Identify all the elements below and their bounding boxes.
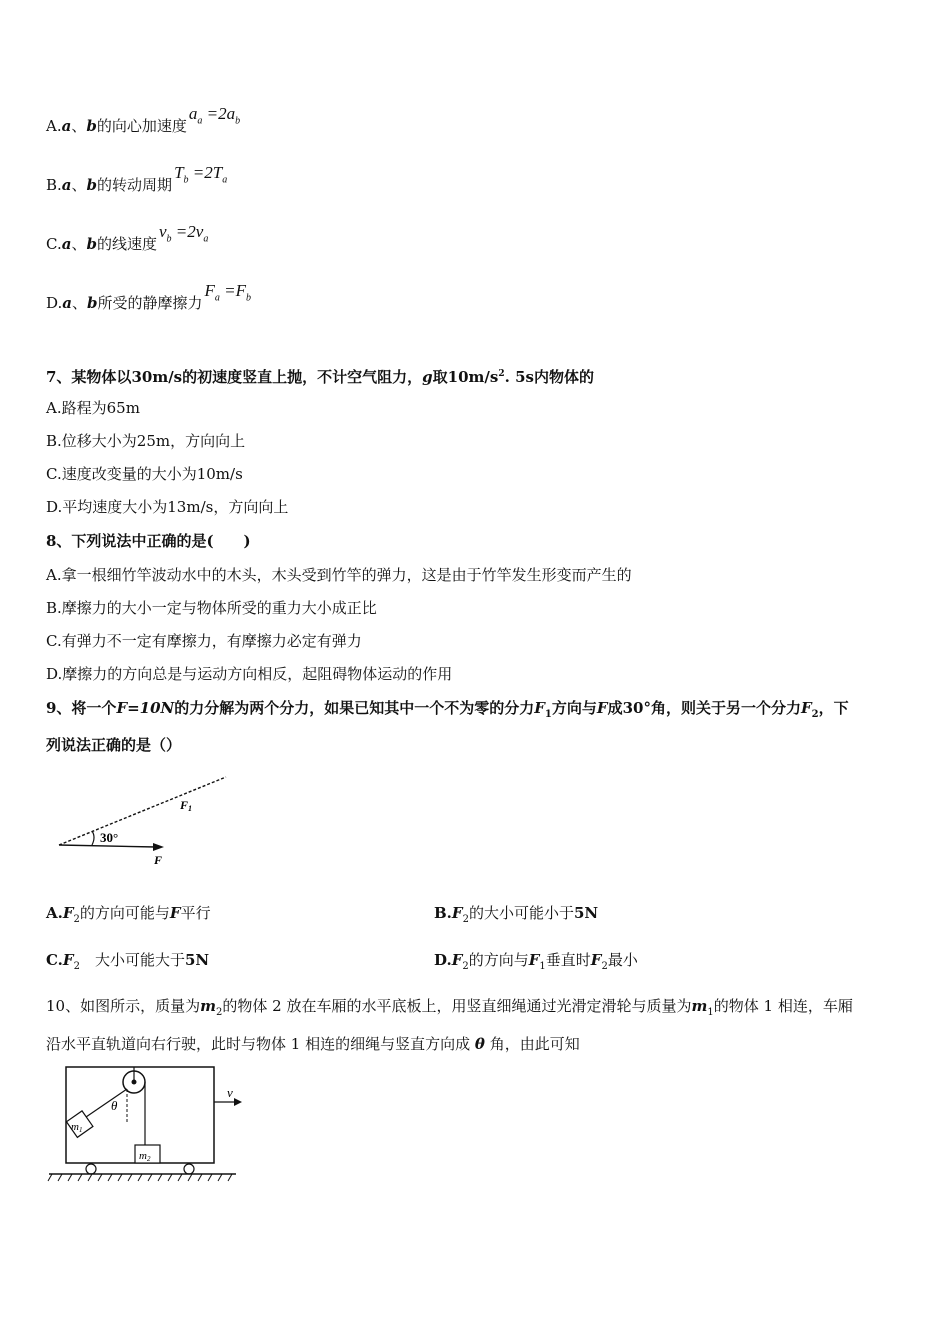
q6-option-b: B.a、b的转动周期$T_b =2T_a$ xyxy=(46,163,228,194)
wheel-left xyxy=(86,1164,96,1174)
q10-carriage-diagram xyxy=(46,1062,251,1187)
f1-label: F1 xyxy=(180,798,193,813)
q9-option-d: $D.F_2$的方向与$F_1$垂直时$F_2$最小 xyxy=(434,951,638,972)
q10-stem-line1: 10、如图所示，质量为$m_2$的物体 2 放在车厢的水平底板上，用竖直细绳通过光滑定滑轮与质量为$m_1$的物体 1 相连，车厢 xyxy=(46,997,853,1018)
q7-option-d: D.平均速度大小为13m/s，方向向上 xyxy=(46,498,289,516)
q7-option-b: B.位移大小为25m，方向向上 xyxy=(46,432,246,450)
q6-option-c: C.a、b的线速度$v_b =2v_a$ xyxy=(46,222,209,253)
f-arrow-head xyxy=(153,843,164,851)
velocity-label: v xyxy=(227,1085,233,1100)
wheel-right xyxy=(184,1164,194,1174)
f-label: F xyxy=(154,853,163,867)
ground-hatching xyxy=(48,1174,232,1181)
formula-b: $T_b =2T_a$ xyxy=(174,163,228,186)
f1-dashed-line xyxy=(59,777,226,845)
m1-label: m1 xyxy=(71,1121,83,1134)
q9-stem-line1: 9、将一个F=10N的力分解为两个分力，如果已知其中一个不为零的分力$F_1$方向与F成30°角，则关于另一个分力$F_2$，下 xyxy=(46,699,849,720)
q6-option-d: D.a、b所受的静摩擦力$F_a =F_b$ xyxy=(46,281,252,312)
q9-stem-line2: 列说法正确的是（） xyxy=(46,736,182,754)
formula-d: $F_a =F_b$ xyxy=(204,281,252,304)
q7-option-c: C.速度改变量的大小为10m/s xyxy=(46,465,243,483)
q8-option-c: C.有弹力不一定有摩擦力，有摩擦力必定有弹力 xyxy=(46,632,362,650)
q6-option-a: A.a、b的向心加速度$a_a =2a_b$ xyxy=(46,104,241,135)
q7-option-a: A.路程为65m xyxy=(46,399,140,417)
q8-option-d: D.摩擦力的方向总是与运动方向相反，起阻碍物体运动的作用 xyxy=(46,665,453,683)
q9-option-a: $A.F_2$的方向可能与F平行 xyxy=(46,904,211,925)
formula-a: $a_a =2a_b$ xyxy=(188,104,241,127)
q10-stem-line2: 沿水平直轨道向右行驶，此时与物体 1 相连的细绳与竖直方向成 θ 角，由此可知 xyxy=(46,1035,580,1053)
q9-force-diagram xyxy=(56,774,231,869)
slanted-rope xyxy=(86,1089,127,1117)
formula-c: $v_b =2v_a$ xyxy=(158,222,209,245)
q7-stem: 7、某物体以30m/s的初速度竖直上抛，不计空气阻力，g取$10m/s^2$. 5s内物体的 xyxy=(46,368,594,386)
q9-option-c: $C.F_2$ 大小可能大于5N xyxy=(46,951,210,972)
angle-label: 30° xyxy=(100,830,119,845)
q9-option-b: $B.F_2$的大小可能小于5N xyxy=(434,904,599,925)
angle-arc xyxy=(92,831,94,845)
m2-label: m2 xyxy=(139,1150,151,1163)
velocity-arrow-head xyxy=(234,1098,242,1106)
f-arrow-line xyxy=(59,845,156,847)
q8-stem: 8、下列说法中正确的是( ) xyxy=(46,532,251,550)
theta-label: θ xyxy=(111,1098,118,1113)
q8-option-a: A.拿一根细竹竿波动水中的木头，木头受到竹竿的弹力，这是由于竹竿发生形变而产生的 xyxy=(46,566,632,584)
q8-option-b: B.摩擦力的大小一定与物体所受的重力大小成正比 xyxy=(46,599,377,617)
